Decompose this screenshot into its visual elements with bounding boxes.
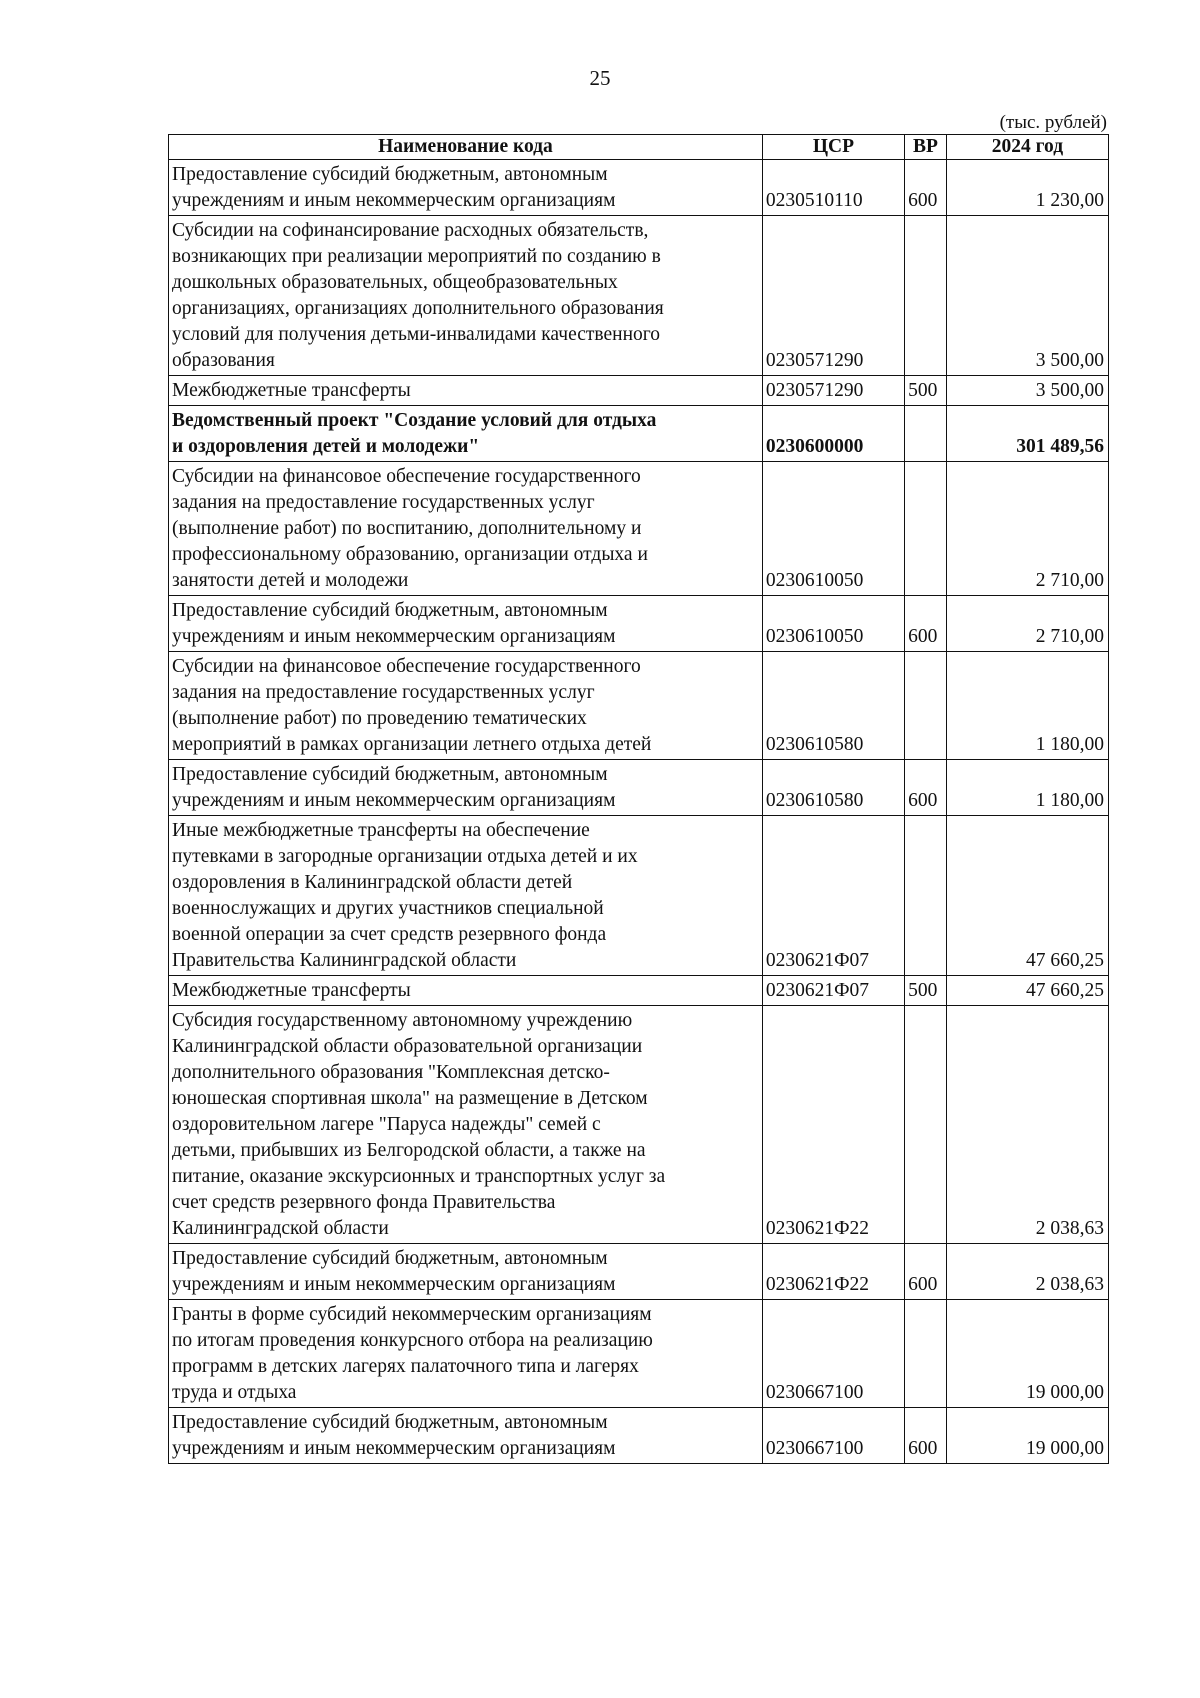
row-name-cell: Предоставление субсидий бюджетным, автономным учреждениям и иным некоммерческим организациям: [169, 1408, 763, 1464]
row-csr-cell: 0230621Ф07: [762, 976, 904, 1006]
row-vr-cell: 600: [905, 1244, 947, 1300]
row-vr-cell: [905, 816, 947, 976]
row-vr-cell: 500: [905, 976, 947, 1006]
row-vr-cell: [905, 406, 947, 462]
row-name-cell: Предоставление субсидий бюджетным, автономным учреждениям и иным некоммерческим организациям: [169, 1244, 763, 1300]
row-csr-cell: 0230610050: [762, 596, 904, 652]
row-csr-cell: 0230621Ф07: [762, 816, 904, 976]
row-sum-cell: 19 000,00: [946, 1300, 1108, 1408]
row-sum-cell: 2 710,00: [946, 462, 1108, 596]
row-name-cell: Субсидии на софинансирование расходных обязательств, возникающих при реализации мероприятий по созданию в дошкольных образовательных, общеобразовательных организациях, организациях дополнительного образования условий для получения детьми-инвалидами качественного образования: [169, 216, 763, 376]
row-vr-cell: [905, 1300, 947, 1408]
row-name-cell: Субсидия государственному автономному учреждению Калининградской области образовательной организации дополнительного образования "Комплексная детско- юношеская спортивная школа" на размещение в Детском оздоровительном лагере "Паруса надежды" семей с детьми, прибывших из Белгородской области, а также на питание, оказание экскурсионных и транспортных услуг за счет средств резервного фонда Правительства Калининградской области: [169, 1006, 763, 1244]
header-sum: 2024 год: [946, 135, 1108, 160]
table-body: [169, 160, 1109, 1464]
table-row: [169, 406, 1109, 462]
row-name-cell: Иные межбюджетные трансферты на обеспечение путевками в загородные организации отдыха детей и их оздоровления в Калининградской области детей военнослужащих и других участников специальной военной операции за счет средств резервного фонда Правительства Калининградской области: [169, 816, 763, 976]
row-csr-cell: 0230510110: [762, 160, 904, 216]
row-csr-cell: 0230667100: [762, 1408, 904, 1464]
table-row: [169, 1006, 1109, 1244]
row-sum-cell: 19 000,00: [946, 1408, 1108, 1464]
header-vr: ВР: [905, 135, 947, 160]
row-sum-cell: 3 500,00: [946, 216, 1108, 376]
row-csr-cell: 0230610050: [762, 462, 904, 596]
row-vr-cell: 600: [905, 1408, 947, 1464]
row-vr-cell: [905, 216, 947, 376]
row-csr-cell: 0230571290: [762, 216, 904, 376]
row-vr-cell: 600: [905, 160, 947, 216]
row-sum-cell: 301 489,56: [946, 406, 1108, 462]
row-vr-cell: 600: [905, 760, 947, 816]
row-name-cell: Предоставление субсидий бюджетным, автономным учреждениям и иным некоммерческим организациям: [169, 596, 763, 652]
row-sum-cell: 47 660,25: [946, 816, 1108, 976]
row-vr-cell: 500: [905, 376, 947, 406]
units-label: (тыс. рублей): [999, 112, 1107, 133]
row-sum-cell: 2 038,63: [946, 1006, 1108, 1244]
row-sum-cell: 1 180,00: [946, 652, 1108, 760]
table-row: [169, 652, 1109, 760]
header-csr: ЦСР: [762, 135, 904, 160]
row-sum-cell: 1 180,00: [946, 760, 1108, 816]
table-row: [169, 462, 1109, 596]
row-sum-cell: 1 230,00: [946, 160, 1108, 216]
row-name-cell: Ведомственный проект "Создание условий для отдыха и оздоровления детей и молодежи": [169, 406, 763, 462]
budget-table: [168, 134, 1109, 1464]
table-header-row: [169, 135, 1109, 160]
row-sum-cell: 2 710,00: [946, 596, 1108, 652]
table-row: [169, 976, 1109, 1006]
table-row: [169, 596, 1109, 652]
page-number: 25: [589, 66, 611, 90]
row-sum-cell: 2 038,63: [946, 1244, 1108, 1300]
row-name-cell: Предоставление субсидий бюджетным, автономным учреждениям и иным некоммерческим организациям: [169, 760, 763, 816]
row-csr-cell: 0230610580: [762, 760, 904, 816]
row-vr-cell: [905, 1006, 947, 1244]
table-row: [169, 216, 1109, 376]
row-csr-cell: 0230667100: [762, 1300, 904, 1408]
table-row: [169, 1244, 1109, 1300]
table-row: [169, 1300, 1109, 1408]
table-row: [169, 760, 1109, 816]
row-sum-cell: 47 660,25: [946, 976, 1108, 1006]
row-csr-cell: 0230610580: [762, 652, 904, 760]
row-name-cell: Субсидии на финансовое обеспечение государственного задания на предоставление государственных услуг (выполнение работ) по проведению тематических мероприятий в рамках организации летнего отдыха детей: [169, 652, 763, 760]
row-csr-cell: 0230571290: [762, 376, 904, 406]
row-csr-cell: 0230621Ф22: [762, 1006, 904, 1244]
row-vr-cell: [905, 652, 947, 760]
header-name: Наименование кода: [169, 135, 763, 160]
row-csr-cell: 0230600000: [762, 406, 904, 462]
row-name-cell: Предоставление субсидий бюджетным, автономным учреждениям и иным некоммерческим организациям: [169, 160, 763, 216]
table-row: [169, 816, 1109, 976]
table-row: [169, 1408, 1109, 1464]
row-name-cell: Субсидии на финансовое обеспечение государственного задания на предоставление государственных услуг (выполнение работ) по воспитанию, дополнительному и профессиональному образованию, организации отдыха и занятости детей и молодежи: [169, 462, 763, 596]
row-csr-cell: 0230621Ф22: [762, 1244, 904, 1300]
row-name-cell: Межбюджетные трансферты: [169, 376, 763, 406]
row-name-cell: Межбюджетные трансферты: [169, 976, 763, 1006]
table-row: [169, 376, 1109, 406]
table-row: [169, 160, 1109, 216]
row-name-cell: Гранты в форме субсидий некоммерческим организациям по итогам проведения конкурсного отбора на реализацию программ в детских лагерях палаточного типа и лагерях труда и отдыха: [169, 1300, 763, 1408]
row-vr-cell: 600: [905, 596, 947, 652]
row-sum-cell: 3 500,00: [946, 376, 1108, 406]
row-vr-cell: [905, 462, 947, 596]
